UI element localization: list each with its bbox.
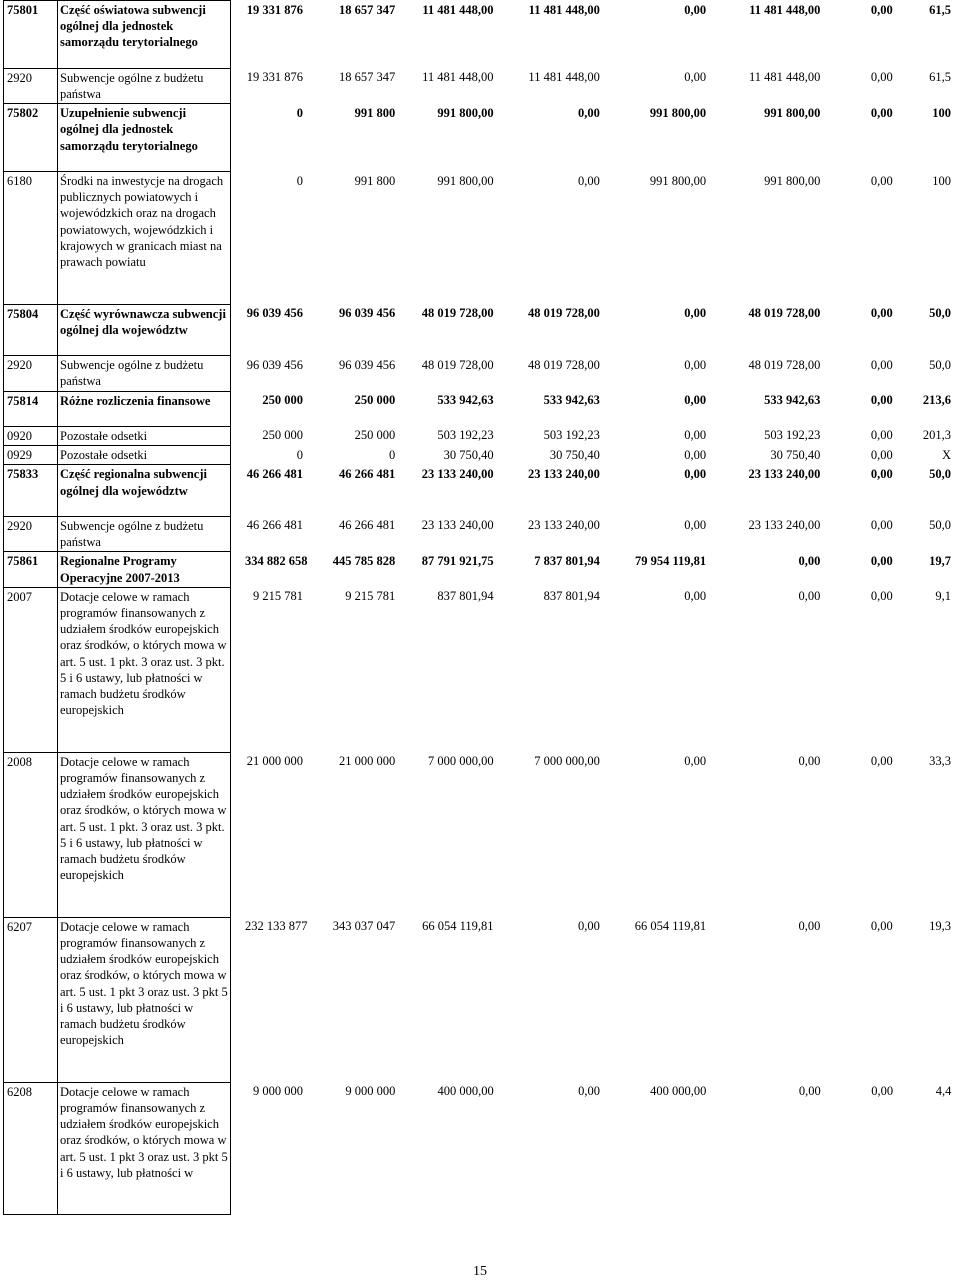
value-cell: 0,00 — [798, 919, 821, 934]
row-code: 6207 — [4, 917, 58, 1082]
table-row — [4, 587, 958, 752]
value-cell: 213,6 — [922, 393, 951, 408]
value-cell: 0 — [296, 173, 303, 188]
row-code: 75804 — [4, 304, 58, 356]
value-cell: 61,5 — [929, 2, 951, 17]
value-cell: 0,00 — [684, 70, 707, 85]
value-cell: 48 019 728,00 — [527, 357, 600, 372]
value-cell: 46 266 481 — [246, 466, 303, 481]
row-code: 2008 — [4, 752, 58, 917]
row-name: Pozostałe odsetki — [58, 426, 231, 445]
value-cell: 0 — [296, 105, 303, 120]
value-cell: 0,00 — [870, 357, 893, 372]
row-name: Regionalne Programy Operacyjne 2007-2013 — [58, 552, 231, 587]
table-row — [4, 552, 958, 587]
value-cell: 48 019 728,00 — [527, 306, 600, 321]
value-cell: 0,00 — [577, 173, 600, 188]
row-name: Część oświatowa subwencji ogólnej dla jednostek samorządu terytorialnego — [58, 1, 231, 69]
value-cell: 23 133 240,00 — [421, 466, 494, 481]
value-cell: 7 000 000,00 — [427, 754, 494, 769]
value-cell: 33,3 — [929, 754, 951, 769]
row-values — [231, 516, 958, 551]
row-code: 75833 — [4, 465, 58, 517]
value-cell: 334 882 658 — [245, 553, 308, 568]
row-code: 2920 — [4, 68, 58, 103]
row-values — [231, 552, 958, 587]
row-values — [231, 752, 958, 917]
value-cell: 9 000 000 — [345, 1084, 396, 1099]
value-cell: 400 000,00 — [437, 1084, 494, 1099]
row-values — [231, 104, 958, 172]
value-cell: 503 192,23 — [437, 428, 494, 443]
table-row — [4, 356, 958, 391]
value-cell: 18 657 347 — [339, 2, 396, 17]
value-cell: 250 000 — [262, 393, 303, 408]
value-cell: 0,00 — [870, 393, 893, 408]
row-values — [231, 172, 958, 305]
value-cell: 533 942,63 — [437, 393, 494, 408]
value-cell: 48 019 728,00 — [748, 357, 821, 372]
value-cell: 0,00 — [798, 754, 821, 769]
value-cell: 46 266 481 — [339, 518, 396, 533]
value-cell: 96 039 456 — [246, 357, 303, 372]
value-cell: 48 019 728,00 — [748, 306, 821, 321]
value-cell: 0 — [296, 447, 303, 462]
value-cell: 0,00 — [870, 553, 893, 568]
row-values — [231, 446, 958, 465]
value-cell: 0,00 — [870, 919, 893, 934]
value-cell: 250 000 — [262, 428, 303, 443]
value-cell: 400 000,00 — [650, 1084, 707, 1099]
row-values — [231, 356, 958, 391]
value-cell: 11 481 448,00 — [422, 2, 494, 17]
row-code: 6180 — [4, 172, 58, 305]
value-cell: 0,00 — [798, 1084, 821, 1099]
value-cell: 991 800,00 — [649, 173, 707, 188]
row-code: 2007 — [4, 587, 58, 752]
value-cell: 0,00 — [684, 306, 707, 321]
value-cell: 23 133 240,00 — [527, 466, 600, 481]
row-code: 6208 — [4, 1082, 58, 1215]
value-cell: 503 192,23 — [543, 428, 600, 443]
row-values — [231, 426, 958, 445]
row-code: 2920 — [4, 356, 58, 391]
value-cell: 0,00 — [870, 518, 893, 533]
row-values — [231, 68, 958, 103]
value-cell: 0,00 — [870, 428, 893, 443]
table-row — [4, 752, 958, 917]
value-cell: 4,4 — [935, 1084, 952, 1099]
value-cell: 991 800 — [354, 105, 396, 120]
value-cell: 23 133 240,00 — [748, 518, 821, 533]
value-cell: 48 019 728,00 — [421, 306, 494, 321]
value-cell: 18 657 347 — [339, 70, 396, 85]
row-name: Uzupełnienie subwencji ogólnej dla jednostek samorządu terytorialnego — [58, 104, 231, 172]
value-cell: 11 481 448,00 — [748, 70, 821, 85]
row-code: 0920 — [4, 426, 58, 445]
value-cell: 991 800,00 — [437, 173, 494, 188]
value-cell: 0,00 — [870, 105, 893, 120]
value-cell: 991 800,00 — [764, 105, 821, 120]
value-cell: 50,0 — [929, 306, 951, 321]
value-cell: 87 791 921,75 — [421, 553, 494, 568]
value-cell: 79 954 119,81 — [634, 553, 707, 568]
value-cell: 9 215 781 — [253, 589, 303, 604]
value-cell: 23 133 240,00 — [527, 518, 600, 533]
row-name: Subwencje ogólne z budżetu państwa — [58, 516, 231, 551]
row-values — [231, 304, 958, 356]
budget-table — [3, 0, 958, 1215]
row-values — [231, 1082, 958, 1215]
row-values — [231, 1, 958, 69]
row-name: Część regionalna subwencji ogólnej dla województw — [58, 465, 231, 517]
row-name: Dotacje celowe w ramach programów finansowanych z udziałem środków europejskich oraz środków, o których mowa w art. 5 ust. 1 pkt. 3 oraz ust. 3 pkt. 5 i 6 ustawy, lub płatności w ramach budżetu środków europejskich — [58, 752, 231, 917]
value-cell: 23 133 240,00 — [748, 466, 821, 481]
value-cell: 96 039 456 — [246, 306, 303, 321]
value-cell: 0,00 — [684, 2, 707, 17]
table-row — [4, 446, 958, 465]
value-cell: 46 266 481 — [339, 466, 396, 481]
value-cell: 9,1 — [935, 589, 951, 604]
value-cell: 232 133 877 — [245, 919, 308, 934]
value-cell: 7 000 000,00 — [534, 754, 600, 769]
row-name: Część wyrównawcza subwencji ogólnej dla województw — [58, 304, 231, 356]
row-name: Dotacje celowe w ramach programów finansowanych z udziałem środków europejskich oraz środków, o których mowa w art. 5 ust. 1 pkt 3 oraz ust. 3 pkt 5 i 6 ustawy, lub płatności w ramach budżetu środków europejskich — [58, 917, 231, 1082]
table-row — [4, 391, 958, 426]
value-cell: 30 750,40 — [770, 447, 821, 462]
value-cell: 21 000 000 — [339, 754, 396, 769]
value-cell: 0,00 — [871, 1084, 894, 1099]
value-cell: 19 331 876 — [246, 70, 303, 85]
value-cell: 9 000 000 — [253, 1084, 303, 1099]
value-cell: X — [941, 447, 951, 462]
value-cell: 9 215 781 — [345, 589, 396, 604]
row-code: 75814 — [4, 391, 58, 426]
value-cell: 0,00 — [577, 105, 600, 120]
value-cell: 100 — [932, 173, 951, 188]
row-values — [231, 587, 958, 752]
value-cell: 250 000 — [354, 393, 396, 408]
value-cell: 0,00 — [684, 428, 707, 443]
value-cell: 0,00 — [684, 754, 707, 769]
row-code: 2920 — [4, 516, 58, 551]
table-row — [4, 465, 958, 517]
value-cell: 0,00 — [684, 466, 707, 481]
table-row — [4, 68, 958, 103]
value-cell: 0,00 — [577, 919, 600, 934]
value-cell: 30 750,40 — [549, 447, 600, 462]
value-cell: 23 133 240,00 — [421, 518, 494, 533]
row-values — [231, 391, 958, 426]
value-cell: 61,5 — [929, 70, 951, 85]
value-cell: 201,3 — [922, 428, 951, 443]
value-cell: 96 039 456 — [339, 306, 396, 321]
value-cell: 0,00 — [870, 466, 893, 481]
value-cell: 0,00 — [684, 393, 707, 408]
value-cell: 533 942,63 — [543, 393, 600, 408]
value-cell: 0,00 — [870, 447, 893, 462]
value-cell: 533 942,63 — [764, 393, 821, 408]
value-cell: 991 800,00 — [437, 105, 494, 120]
value-cell: 0,00 — [684, 518, 707, 533]
row-values — [231, 465, 958, 517]
value-cell: 837 801,94 — [543, 589, 600, 604]
value-cell: 0,00 — [798, 589, 821, 604]
row-name: Dotacje celowe w ramach programów finansowanych z udziałem środków europejskich oraz środków, o których mowa w art. 5 ust. 1 pkt 3 oraz ust. 3 pkt 5 i 6 ustawy, lub płatności w — [58, 1082, 231, 1215]
row-code: 75861 — [4, 552, 58, 587]
value-cell: 503 192,23 — [764, 428, 821, 443]
budget-table-body — [4, 1, 958, 1215]
row-name: Pozostałe odsetki — [58, 446, 231, 465]
value-cell: 48 019 728,00 — [421, 357, 494, 372]
value-cell: 0,00 — [684, 357, 707, 372]
value-cell: 991 800,00 — [649, 105, 707, 120]
value-cell: 96 039 456 — [339, 357, 396, 372]
row-name: Dotacje celowe w ramach programów finansowanych z udziałem środków europejskich oraz środków, o których mowa w art. 5 ust. 1 pkt. 3 oraz ust. 3 pkt. 5 i 6 ustawy, lub płatności w ramach budżetu środków europejskich — [58, 587, 231, 752]
value-cell: 0 — [389, 447, 396, 462]
value-cell: 66 054 119,81 — [422, 919, 494, 934]
value-cell: 0,00 — [870, 173, 893, 188]
value-cell: 0,00 — [578, 1084, 601, 1099]
value-cell: 66 054 119,81 — [634, 919, 707, 934]
table-row — [4, 917, 958, 1082]
value-cell: 250 000 — [354, 428, 396, 443]
value-cell: 991 800,00 — [764, 173, 821, 188]
value-cell: 0,00 — [870, 2, 893, 17]
value-cell: 0,00 — [870, 589, 893, 604]
value-cell: 0,00 — [684, 447, 707, 462]
value-cell: 30 750,40 — [443, 447, 494, 462]
row-name: Różne rozliczenia finansowe — [58, 391, 231, 426]
value-cell: 19,3 — [929, 919, 951, 934]
value-cell: 50,0 — [929, 357, 951, 372]
value-cell: 991 800 — [354, 173, 396, 188]
table-row — [4, 426, 958, 445]
value-cell: 445 785 828 — [332, 553, 396, 568]
value-cell: 11 481 448,00 — [528, 70, 600, 85]
value-cell: 100 — [932, 105, 951, 120]
row-code: 75801 — [4, 1, 58, 69]
table-row — [4, 304, 958, 356]
value-cell: 11 481 448,00 — [422, 70, 494, 85]
value-cell: 837 801,94 — [437, 589, 494, 604]
row-code: 0929 — [4, 446, 58, 465]
table-row — [4, 104, 958, 172]
value-cell: 343 037 047 — [332, 919, 396, 934]
value-cell: 0,00 — [870, 306, 893, 321]
value-cell: 7 837 801,94 — [534, 553, 600, 568]
value-cell: 50,0 — [929, 466, 951, 481]
value-cell: 21 000 000 — [246, 754, 303, 769]
table-row — [4, 516, 958, 551]
row-name: Środki na inwestycje na drogach publicznych powiatowych i wojewódzkich oraz na drogach powiatowych, wojewódzkich i krajowych w granicach miast na prawach powiatu — [58, 172, 231, 305]
value-cell: 0,00 — [870, 70, 893, 85]
value-cell: 46 266 481 — [246, 518, 303, 533]
row-name: Subwencje ogólne z budżetu państwa — [58, 68, 231, 103]
row-name: Subwencje ogólne z budżetu państwa — [58, 356, 231, 391]
row-values — [231, 917, 958, 1082]
table-row — [4, 1, 958, 69]
table-row — [4, 172, 958, 305]
value-cell: 19 331 876 — [246, 2, 303, 17]
page-number: 15 — [473, 1264, 487, 1279]
value-cell: 0,00 — [684, 589, 707, 604]
table-row — [4, 1082, 958, 1215]
value-cell: 0,00 — [870, 754, 893, 769]
row-code: 75802 — [4, 104, 58, 172]
value-cell: 19,7 — [929, 553, 951, 568]
value-cell: 0,00 — [798, 553, 821, 568]
value-cell: 11 481 448,00 — [528, 2, 600, 17]
value-cell: 50,0 — [929, 518, 951, 533]
value-cell: 11 481 448,00 — [749, 2, 821, 17]
